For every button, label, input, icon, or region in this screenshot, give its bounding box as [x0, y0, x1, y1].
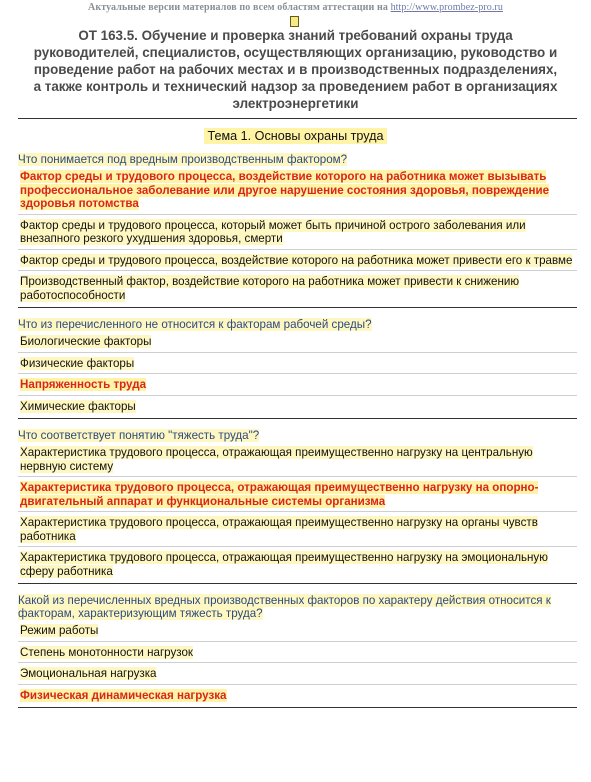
answer-option: Физические факторы: [18, 353, 577, 375]
question-text: Что соответствует понятию "тяжесть труда"?: [18, 429, 260, 442]
bookmark-icon: [290, 16, 299, 27]
answer-option: Фактор среды и трудового процесса, воздействие которого на работника может привести его к травме: [18, 250, 577, 272]
answer-option: Биологические факторы: [18, 331, 577, 353]
site-note: [0, 0, 591, 13]
answer-option: Характеристика трудового процесса, отражающая преимущественно нагрузку на центральную нервную систему: [18, 442, 577, 477]
question-block-3: [18, 429, 577, 584]
answer-option: Степень монотонности нагрузок: [18, 642, 577, 664]
answer-option: Физическая динамическая нагрузка: [20, 688, 227, 702]
answer-option: Характеристика трудового процесса, отражающая преимущественно нагрузку на эмоциональную сферу работника: [20, 551, 548, 578]
answer-option: Характеристика трудового процесса, отражающая преимущественно нагрузку на опорно-двигательный аппарат и функциональные системы организма: [18, 477, 577, 512]
answer-option: Эмоциональная нагрузка: [18, 663, 577, 685]
answer-option: Фактор среды и трудового процесса, воздействие которого на работника может вызывать профессиональное заболевание или другое нарушение состояния здоровья, повреждение здоровья потомства: [18, 166, 577, 215]
question-text: Какой из перечисленных вредных производственных факторов по характеру действия относится к факторам, характеризующим тяжесть труда?: [18, 594, 551, 620]
answer-option: Характеристика трудового процесса, отражающая преимущественно нагрузку на органы чувств работника: [18, 512, 577, 547]
answer-option: Режим работы: [18, 620, 577, 642]
answer-option: Фактор среды и трудового процесса, который может быть причиной острого заболевания или внезапного резкого ухудшения здоровья, смерти: [18, 215, 577, 250]
answer-option: Производственный фактор, воздействие которого на работника может привести к снижению работоспособности: [20, 275, 520, 302]
title-divider: [18, 118, 577, 119]
question-divider: [18, 583, 577, 584]
question-block-4: [18, 594, 577, 708]
question-divider: [18, 418, 577, 419]
question-text: Что понимается под вредным производственным фактором?: [18, 153, 348, 166]
answer-option: Напряженность труда: [18, 374, 577, 396]
site-note-text: Актуальные версии материалов по всем областям аттестации на: [88, 2, 388, 13]
document-title: ОТ 163.5. Обучение и проверка знаний требований охраны труда руководителей, специалистов, осуществляющих организацию, руководство и проведение работ на рабочих местах и в производственных подразделениях, а также контроль и технический надзор за проведением работ в организациях электроэнергетики: [33, 28, 558, 111]
question-block-1: [18, 153, 577, 308]
question-text: Что из перечисленного не относится к факторам рабочей среды?: [18, 318, 372, 331]
question-divider: [18, 307, 577, 308]
answer-option: Химические факторы: [20, 399, 136, 413]
question-divider: [18, 707, 577, 708]
question-block-2: [18, 318, 577, 419]
site-link[interactable]: http://www.prombez-pro.ru: [390, 2, 503, 13]
theme-heading: Тема 1. Основы охраны труда: [0, 129, 591, 143]
